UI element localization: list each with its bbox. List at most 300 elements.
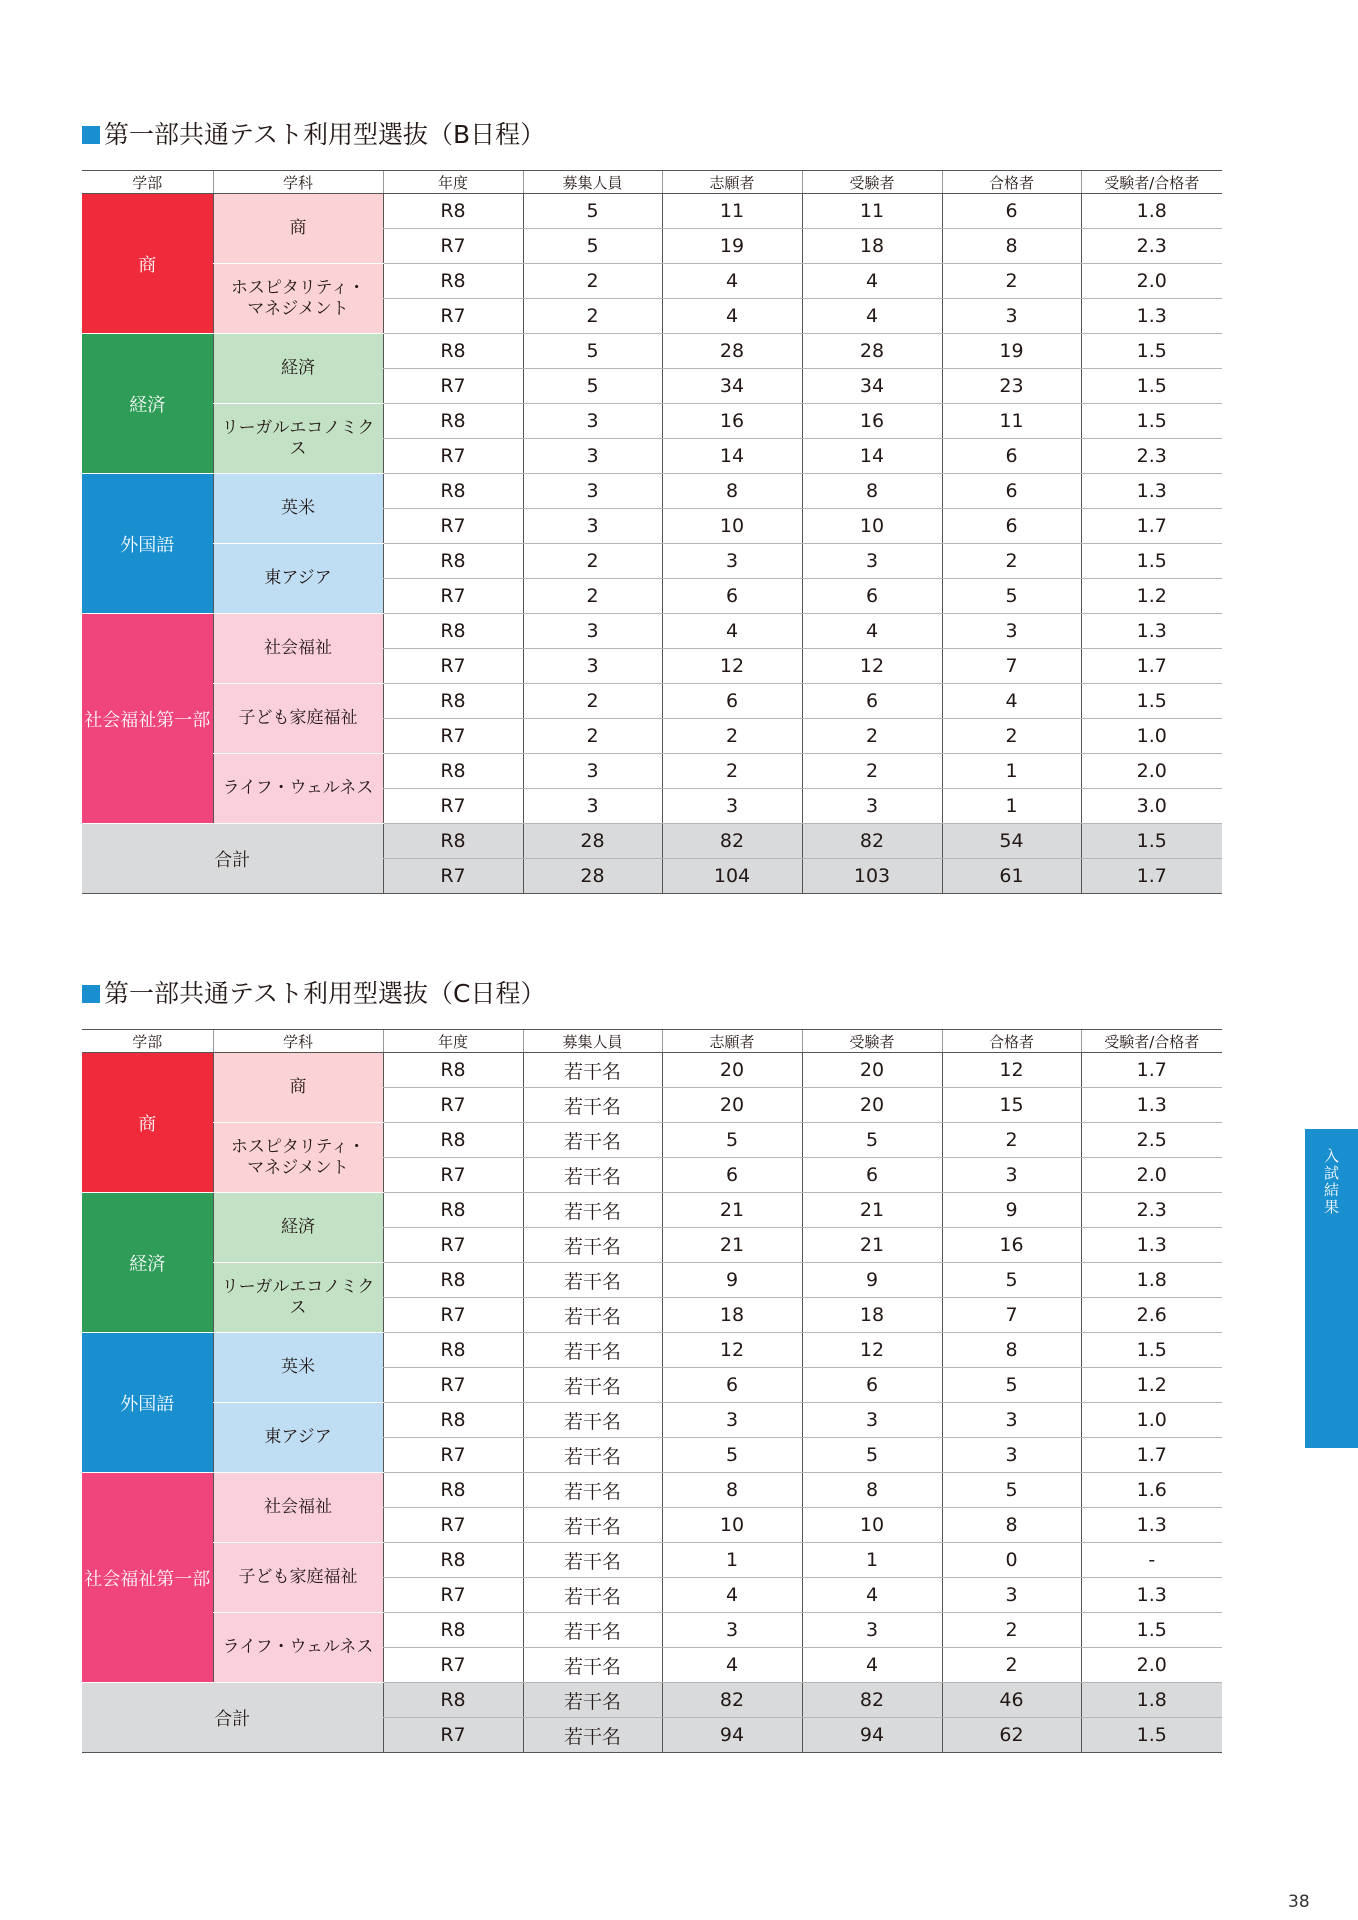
quota-cell: 若干名 bbox=[523, 1368, 662, 1403]
quota-cell: 2 bbox=[523, 579, 662, 614]
major-cell bbox=[213, 264, 383, 334]
applicants-cell: 2 bbox=[662, 719, 802, 754]
applicants-cell: 12 bbox=[662, 1333, 802, 1368]
examinees-cell: 82 bbox=[802, 824, 942, 859]
examinees-cell: 12 bbox=[802, 1333, 942, 1368]
table-row bbox=[82, 1053, 1222, 1088]
passed-cell: 3 bbox=[942, 1403, 1081, 1438]
applicants-cell: 4 bbox=[662, 1578, 802, 1613]
passed-cell: 9 bbox=[942, 1193, 1081, 1228]
department-cell: 商 bbox=[82, 194, 213, 334]
department-cell: 経済 bbox=[82, 334, 213, 474]
applicants-cell: 20 bbox=[662, 1053, 802, 1088]
ratio-cell: 2.0 bbox=[1081, 264, 1222, 299]
table-row bbox=[82, 334, 1222, 369]
major-cell: リーガルエコノミクス bbox=[213, 1263, 383, 1333]
examinees-cell: 3 bbox=[802, 544, 942, 579]
applicants-cell: 12 bbox=[662, 649, 802, 684]
examinees-cell: 3 bbox=[802, 1403, 942, 1438]
major-cell: 社会福祉 bbox=[213, 614, 383, 684]
examinees-cell: 103 bbox=[802, 859, 942, 894]
year-cell: R8 bbox=[383, 264, 523, 299]
table-row bbox=[82, 404, 1222, 439]
header-cell: 合格者 bbox=[942, 1030, 1081, 1053]
major-cell: ライフ・ウェルネス bbox=[213, 754, 383, 824]
results-table-b bbox=[82, 170, 1222, 894]
passed-cell: 2 bbox=[942, 1613, 1081, 1648]
examinees-cell: 2 bbox=[802, 719, 942, 754]
passed-cell: 0 bbox=[942, 1543, 1081, 1578]
year-cell: R8 bbox=[383, 1263, 523, 1298]
examinees-cell: 14 bbox=[802, 439, 942, 474]
applicants-cell: 6 bbox=[662, 684, 802, 719]
quota-cell: 若干名 bbox=[523, 1088, 662, 1123]
quota-cell: 3 bbox=[523, 614, 662, 649]
passed-cell: 12 bbox=[942, 1053, 1081, 1088]
examinees-cell: 8 bbox=[802, 474, 942, 509]
year-cell: R8 bbox=[383, 1543, 523, 1578]
passed-cell: 5 bbox=[942, 1368, 1081, 1403]
examinees-cell: 5 bbox=[802, 1123, 942, 1158]
header-cell: 学科 bbox=[213, 171, 383, 194]
ratio-cell: 2.3 bbox=[1081, 229, 1222, 264]
quota-cell: 若干名 bbox=[523, 1158, 662, 1193]
ratio-cell: 2.0 bbox=[1081, 754, 1222, 789]
passed-cell: 2 bbox=[942, 544, 1081, 579]
passed-cell: 5 bbox=[942, 579, 1081, 614]
year-cell: R8 bbox=[383, 1473, 523, 1508]
table-row bbox=[82, 1333, 1222, 1368]
applicants-cell: 4 bbox=[662, 264, 802, 299]
ratio-cell: - bbox=[1081, 1543, 1222, 1578]
year-cell: R8 bbox=[383, 474, 523, 509]
table-row bbox=[82, 614, 1222, 649]
year-cell: R8 bbox=[383, 544, 523, 579]
applicants-cell: 8 bbox=[662, 474, 802, 509]
ratio-cell: 1.8 bbox=[1081, 1263, 1222, 1298]
quota-cell: 2 bbox=[523, 544, 662, 579]
applicants-cell: 3 bbox=[662, 1613, 802, 1648]
quota-cell: 若干名 bbox=[523, 1228, 662, 1263]
quota-cell: 2 bbox=[523, 719, 662, 754]
total-row bbox=[82, 1683, 1222, 1718]
header-cell: 受験者/合格者 bbox=[1081, 1030, 1222, 1053]
major-cell: 英米 bbox=[213, 474, 383, 544]
examinees-cell: 28 bbox=[802, 334, 942, 369]
examinees-cell: 12 bbox=[802, 649, 942, 684]
applicants-cell: 11 bbox=[662, 194, 802, 229]
applicants-cell: 10 bbox=[662, 1508, 802, 1543]
examinees-cell: 18 bbox=[802, 229, 942, 264]
header-cell: 学科 bbox=[213, 1030, 383, 1053]
examinees-cell: 3 bbox=[802, 789, 942, 824]
examinees-cell: 4 bbox=[802, 614, 942, 649]
year-cell: R8 bbox=[383, 614, 523, 649]
quota-cell: 3 bbox=[523, 439, 662, 474]
major-label-line2: マネジメント bbox=[247, 1157, 349, 1178]
quota-cell: 3 bbox=[523, 754, 662, 789]
ratio-cell: 1.3 bbox=[1081, 299, 1222, 334]
table-row bbox=[82, 1543, 1222, 1578]
major-cell: 経済 bbox=[213, 334, 383, 404]
ratio-cell: 1.2 bbox=[1081, 579, 1222, 614]
total-label: 合計 bbox=[82, 1683, 383, 1753]
quota-cell: 若干名 bbox=[523, 1718, 662, 1753]
passed-cell: 15 bbox=[942, 1088, 1081, 1123]
applicants-cell: 19 bbox=[662, 229, 802, 264]
table-row bbox=[82, 1613, 1222, 1648]
ratio-cell: 1.0 bbox=[1081, 1403, 1222, 1438]
major-cell: リーガルエコノミクス bbox=[213, 404, 383, 474]
examinees-cell: 2 bbox=[802, 754, 942, 789]
major-cell: 東アジア bbox=[213, 544, 383, 614]
examinees-cell: 10 bbox=[802, 509, 942, 544]
examinees-cell: 11 bbox=[802, 194, 942, 229]
quota-cell: 若干名 bbox=[523, 1543, 662, 1578]
ratio-cell: 2.3 bbox=[1081, 1193, 1222, 1228]
passed-cell: 5 bbox=[942, 1473, 1081, 1508]
quota-cell: 5 bbox=[523, 369, 662, 404]
table-row bbox=[82, 544, 1222, 579]
quota-cell: 若干名 bbox=[523, 1613, 662, 1648]
applicants-cell: 104 bbox=[662, 859, 802, 894]
year-cell: R8 bbox=[383, 824, 523, 859]
ratio-cell: 1.5 bbox=[1081, 824, 1222, 859]
year-cell: R7 bbox=[383, 369, 523, 404]
section-title-b bbox=[82, 120, 545, 150]
page-number: 38 bbox=[1288, 1892, 1310, 1912]
passed-cell: 6 bbox=[942, 509, 1081, 544]
major-cell: 東アジア bbox=[213, 1403, 383, 1473]
passed-cell: 6 bbox=[942, 194, 1081, 229]
year-cell: R7 bbox=[383, 719, 523, 754]
quota-cell: 若干名 bbox=[523, 1193, 662, 1228]
ratio-cell: 1.5 bbox=[1081, 684, 1222, 719]
ratio-cell: 1.5 bbox=[1081, 1613, 1222, 1648]
applicants-cell: 9 bbox=[662, 1263, 802, 1298]
examinees-cell: 4 bbox=[802, 264, 942, 299]
passed-cell: 1 bbox=[942, 754, 1081, 789]
year-cell: R8 bbox=[383, 194, 523, 229]
major-cell: 商 bbox=[213, 194, 383, 264]
major-cell: 経済 bbox=[213, 1193, 383, 1263]
year-cell: R7 bbox=[383, 1648, 523, 1683]
table-row bbox=[82, 474, 1222, 509]
quota-cell: 3 bbox=[523, 789, 662, 824]
ratio-cell: 1.5 bbox=[1081, 1718, 1222, 1753]
passed-cell: 62 bbox=[942, 1718, 1081, 1753]
ratio-cell: 2.0 bbox=[1081, 1648, 1222, 1683]
examinees-cell: 9 bbox=[802, 1263, 942, 1298]
passed-cell: 54 bbox=[942, 824, 1081, 859]
year-cell: R7 bbox=[383, 299, 523, 334]
applicants-cell: 21 bbox=[662, 1193, 802, 1228]
applicants-cell: 3 bbox=[662, 789, 802, 824]
major-label-line1: ホスピタリティ・ bbox=[230, 1136, 366, 1157]
table-row bbox=[82, 1193, 1222, 1228]
table-row bbox=[82, 194, 1222, 229]
ratio-cell: 3.0 bbox=[1081, 789, 1222, 824]
ratio-cell: 1.0 bbox=[1081, 719, 1222, 754]
examinees-cell: 21 bbox=[802, 1228, 942, 1263]
year-cell: R7 bbox=[383, 1368, 523, 1403]
passed-cell: 61 bbox=[942, 859, 1081, 894]
department-cell: 社会福祉第一部 bbox=[82, 1473, 213, 1683]
year-cell: R8 bbox=[383, 684, 523, 719]
header-cell: 学部 bbox=[82, 1030, 213, 1053]
year-cell: R8 bbox=[383, 1053, 523, 1088]
ratio-cell: 1.3 bbox=[1081, 614, 1222, 649]
year-cell: R8 bbox=[383, 334, 523, 369]
ratio-cell: 1.5 bbox=[1081, 369, 1222, 404]
applicants-cell: 21 bbox=[662, 1228, 802, 1263]
header-cell: 年度 bbox=[383, 171, 523, 194]
ratio-cell: 1.8 bbox=[1081, 1683, 1222, 1718]
passed-cell: 3 bbox=[942, 614, 1081, 649]
quota-cell: 若干名 bbox=[523, 1298, 662, 1333]
major-label-line2: マネジメント bbox=[247, 298, 349, 319]
table-row bbox=[82, 684, 1222, 719]
passed-cell: 46 bbox=[942, 1683, 1081, 1718]
examinees-cell: 4 bbox=[802, 299, 942, 334]
passed-cell: 2 bbox=[942, 719, 1081, 754]
examinees-cell: 18 bbox=[802, 1298, 942, 1333]
examinees-cell: 1 bbox=[802, 1543, 942, 1578]
year-cell: R7 bbox=[383, 229, 523, 264]
year-cell: R7 bbox=[383, 1298, 523, 1333]
examinees-cell: 8 bbox=[802, 1473, 942, 1508]
year-cell: R7 bbox=[383, 859, 523, 894]
passed-cell: 7 bbox=[942, 1298, 1081, 1333]
passed-cell: 8 bbox=[942, 229, 1081, 264]
year-cell: R7 bbox=[383, 579, 523, 614]
examinees-cell: 20 bbox=[802, 1088, 942, 1123]
header-row bbox=[82, 171, 1222, 194]
passed-cell: 1 bbox=[942, 789, 1081, 824]
section-title-b-text: 第一部共通テスト利用型選抜（B日程） bbox=[104, 120, 546, 149]
total-row bbox=[82, 824, 1222, 859]
quota-cell: 5 bbox=[523, 334, 662, 369]
ratio-cell: 1.7 bbox=[1081, 509, 1222, 544]
year-cell: R7 bbox=[383, 1508, 523, 1543]
year-cell: R7 bbox=[383, 1158, 523, 1193]
year-cell: R8 bbox=[383, 1193, 523, 1228]
table-row bbox=[82, 1263, 1222, 1298]
major-cell: 商 bbox=[213, 1053, 383, 1123]
major-cell: ライフ・ウェルネス bbox=[213, 1613, 383, 1683]
examinees-cell: 6 bbox=[802, 684, 942, 719]
passed-cell: 6 bbox=[942, 439, 1081, 474]
header-cell: 受験者/合格者 bbox=[1081, 171, 1222, 194]
examinees-cell: 10 bbox=[802, 1508, 942, 1543]
year-cell: R7 bbox=[383, 1578, 523, 1613]
applicants-cell: 18 bbox=[662, 1298, 802, 1333]
year-cell: R8 bbox=[383, 404, 523, 439]
side-tab bbox=[1305, 1129, 1358, 1448]
examinees-cell: 94 bbox=[802, 1718, 942, 1753]
department-cell: 外国語 bbox=[82, 1333, 213, 1473]
passed-cell: 6 bbox=[942, 474, 1081, 509]
examinees-cell: 6 bbox=[802, 1158, 942, 1193]
examinees-cell: 20 bbox=[802, 1053, 942, 1088]
passed-cell: 2 bbox=[942, 1648, 1081, 1683]
quota-cell: 若干名 bbox=[523, 1333, 662, 1368]
quota-cell: 若干名 bbox=[523, 1403, 662, 1438]
results-table-c bbox=[82, 1029, 1222, 1753]
quota-cell: 若干名 bbox=[523, 1508, 662, 1543]
header-cell: 募集人員 bbox=[523, 1030, 662, 1053]
applicants-cell: 34 bbox=[662, 369, 802, 404]
applicants-cell: 6 bbox=[662, 579, 802, 614]
quota-cell: 2 bbox=[523, 684, 662, 719]
ratio-cell: 1.5 bbox=[1081, 404, 1222, 439]
quota-cell: 若干名 bbox=[523, 1683, 662, 1718]
side-tab-label: 入試結果 bbox=[1323, 1147, 1339, 1216]
passed-cell: 23 bbox=[942, 369, 1081, 404]
passed-cell: 3 bbox=[942, 1158, 1081, 1193]
header-row bbox=[82, 1030, 1222, 1053]
examinees-cell: 6 bbox=[802, 579, 942, 614]
ratio-cell: 2.6 bbox=[1081, 1298, 1222, 1333]
examinees-cell: 3 bbox=[802, 1613, 942, 1648]
applicants-cell: 8 bbox=[662, 1473, 802, 1508]
ratio-cell: 2.3 bbox=[1081, 439, 1222, 474]
year-cell: R7 bbox=[383, 649, 523, 684]
department-cell: 外国語 bbox=[82, 474, 213, 614]
quota-cell: 3 bbox=[523, 474, 662, 509]
examinees-cell: 4 bbox=[802, 1648, 942, 1683]
applicants-cell: 6 bbox=[662, 1158, 802, 1193]
applicants-cell: 5 bbox=[662, 1438, 802, 1473]
quota-cell: 28 bbox=[523, 824, 662, 859]
quota-cell: 若干名 bbox=[523, 1578, 662, 1613]
applicants-cell: 14 bbox=[662, 439, 802, 474]
examinees-cell: 82 bbox=[802, 1683, 942, 1718]
quota-cell: 若干名 bbox=[523, 1648, 662, 1683]
department-cell: 商 bbox=[82, 1053, 213, 1193]
ratio-cell: 1.7 bbox=[1081, 859, 1222, 894]
passed-cell: 3 bbox=[942, 1438, 1081, 1473]
examinees-cell: 5 bbox=[802, 1438, 942, 1473]
ratio-cell: 1.5 bbox=[1081, 1333, 1222, 1368]
quota-cell: 若干名 bbox=[523, 1438, 662, 1473]
year-cell: R8 bbox=[383, 1403, 523, 1438]
department-cell: 社会福祉第一部 bbox=[82, 614, 213, 824]
year-cell: R7 bbox=[383, 1228, 523, 1263]
section-title-c-text: 第一部共通テスト利用型選抜（C日程） bbox=[104, 979, 546, 1008]
quota-cell: 若干名 bbox=[523, 1263, 662, 1298]
passed-cell: 8 bbox=[942, 1508, 1081, 1543]
passed-cell: 7 bbox=[942, 649, 1081, 684]
quota-cell: 若干名 bbox=[523, 1473, 662, 1508]
table-row bbox=[82, 264, 1222, 299]
ratio-cell: 1.7 bbox=[1081, 1053, 1222, 1088]
ratio-cell: 1.8 bbox=[1081, 194, 1222, 229]
year-cell: R7 bbox=[383, 789, 523, 824]
passed-cell: 8 bbox=[942, 1333, 1081, 1368]
table-row bbox=[82, 754, 1222, 789]
header-cell: 合格者 bbox=[942, 171, 1081, 194]
quota-cell: 28 bbox=[523, 859, 662, 894]
quota-cell: 若干名 bbox=[523, 1053, 662, 1088]
examinees-cell: 34 bbox=[802, 369, 942, 404]
passed-cell: 2 bbox=[942, 1123, 1081, 1158]
passed-cell: 3 bbox=[942, 299, 1081, 334]
applicants-cell: 94 bbox=[662, 1718, 802, 1753]
year-cell: R8 bbox=[383, 754, 523, 789]
applicants-cell: 6 bbox=[662, 1368, 802, 1403]
applicants-cell: 3 bbox=[662, 544, 802, 579]
quota-cell: 5 bbox=[523, 229, 662, 264]
applicants-cell: 82 bbox=[662, 1683, 802, 1718]
year-cell: R7 bbox=[383, 1438, 523, 1473]
major-cell bbox=[213, 1123, 383, 1193]
applicants-cell: 4 bbox=[662, 299, 802, 334]
examinees-cell: 4 bbox=[802, 1578, 942, 1613]
applicants-cell: 16 bbox=[662, 404, 802, 439]
header-cell: 受験者 bbox=[802, 171, 942, 194]
ratio-cell: 1.3 bbox=[1081, 1578, 1222, 1613]
header-cell: 志願者 bbox=[662, 171, 802, 194]
passed-cell: 4 bbox=[942, 684, 1081, 719]
quota-cell: 3 bbox=[523, 404, 662, 439]
square-bullet-icon bbox=[82, 126, 100, 144]
examinees-cell: 6 bbox=[802, 1368, 942, 1403]
applicants-cell: 2 bbox=[662, 754, 802, 789]
applicants-cell: 82 bbox=[662, 824, 802, 859]
applicants-cell: 28 bbox=[662, 334, 802, 369]
table-row bbox=[82, 1123, 1222, 1158]
ratio-cell: 1.6 bbox=[1081, 1473, 1222, 1508]
examinees-cell: 21 bbox=[802, 1193, 942, 1228]
table-row bbox=[82, 1403, 1222, 1438]
year-cell: R7 bbox=[383, 1088, 523, 1123]
passed-cell: 5 bbox=[942, 1263, 1081, 1298]
quota-cell: 2 bbox=[523, 264, 662, 299]
ratio-cell: 2.0 bbox=[1081, 1158, 1222, 1193]
major-cell: 子ども家庭福祉 bbox=[213, 684, 383, 754]
total-label: 合計 bbox=[82, 824, 383, 894]
ratio-cell: 1.3 bbox=[1081, 1508, 1222, 1543]
major-label-line1: ホスピタリティ・ bbox=[230, 277, 366, 298]
passed-cell: 2 bbox=[942, 264, 1081, 299]
header-cell: 学部 bbox=[82, 171, 213, 194]
header-cell: 年度 bbox=[383, 1030, 523, 1053]
major-cell: 子ども家庭福祉 bbox=[213, 1543, 383, 1613]
major-cell: 社会福祉 bbox=[213, 1473, 383, 1543]
square-bullet-icon bbox=[82, 985, 100, 1003]
section-title-c bbox=[82, 979, 545, 1009]
ratio-cell: 1.3 bbox=[1081, 1088, 1222, 1123]
quota-cell: 3 bbox=[523, 509, 662, 544]
header-cell: 募集人員 bbox=[523, 171, 662, 194]
ratio-cell: 1.3 bbox=[1081, 474, 1222, 509]
ratio-cell: 1.7 bbox=[1081, 1438, 1222, 1473]
table-row bbox=[82, 1473, 1222, 1508]
ratio-cell: 1.2 bbox=[1081, 1368, 1222, 1403]
year-cell: R8 bbox=[383, 1123, 523, 1158]
quota-cell: 3 bbox=[523, 649, 662, 684]
ratio-cell: 1.5 bbox=[1081, 544, 1222, 579]
year-cell: R7 bbox=[383, 439, 523, 474]
major-cell: 英米 bbox=[213, 1333, 383, 1403]
examinees-cell: 16 bbox=[802, 404, 942, 439]
ratio-cell: 2.5 bbox=[1081, 1123, 1222, 1158]
year-cell: R8 bbox=[383, 1333, 523, 1368]
applicants-cell: 4 bbox=[662, 1648, 802, 1683]
applicants-cell: 20 bbox=[662, 1088, 802, 1123]
year-cell: R8 bbox=[383, 1683, 523, 1718]
